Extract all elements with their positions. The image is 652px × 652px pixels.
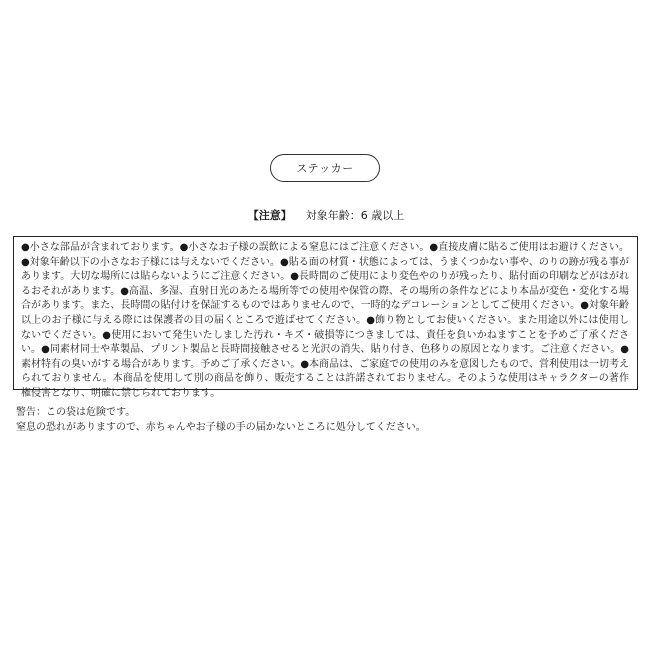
age-target: 対象年齢：6 歳以上 [305,209,405,222]
caution-text: ●小さな部品が含まれております。●小さなお子様の誤飲による窒息にはご注意ください。●直接皮膚に貼るご使用はお避けください。●対象年齢以下の小さなお子様には与えないでください。●貼る面の材質・状態によっては、うまくつかない事や、のりの跡が残る事があります。大切な場所には貼らないようにご注意ください。●長時間のご使用により変色やのりが残ったり、貼付面の印刷などがはがれるおそれがあります。●高温、多湿、直射日光のあたる場所等での使用や保管の際、その場所の条件などにより本品が変色・変化する場合があります。また、長時間の貼付けを保証するものではありませんので、一時的なデコレーションとしてご使用ください。●対象年齢以上のお子様に与える際には保護者の目の届くところで遊ばせてください。●飾り物としてお使いください。また用途以外には使用しないでください。●使用において発生いたしました汚れ・キズ・破損等につきましては、責任を負いかねますことを予めご了承ください。●同素材同士や革製品、プリント製品と長時間接触させると光沢の消失、貼り付き、色移りの原因となります。ご注意ください。●素材特有の臭いがする場合があります。予めご了承ください。●本商品は、ご家庭での使用のみを意図したもので、営利使用は一切考えられておりません。本商品を使用して別の商品を飾り、販売することは許諾されておりません。そのような使用はキャラクターの著作権侵害となり、明確に禁じられております。 [21,242,629,399]
notice-header [0,209,652,223]
product-label-pill [270,154,380,182]
warning-line-2: 窒息の恐れがありますので、赤ちゃんやお子様の手の届かないところに処分してください。 [16,422,426,433]
product-label-text: ステッカー [296,162,354,175]
warning-line-1: 警告：この袋は危険です。 [16,407,136,418]
bag-warning [16,405,426,435]
notice-label: 【注意】 [247,209,292,222]
caution-box [13,236,638,399]
